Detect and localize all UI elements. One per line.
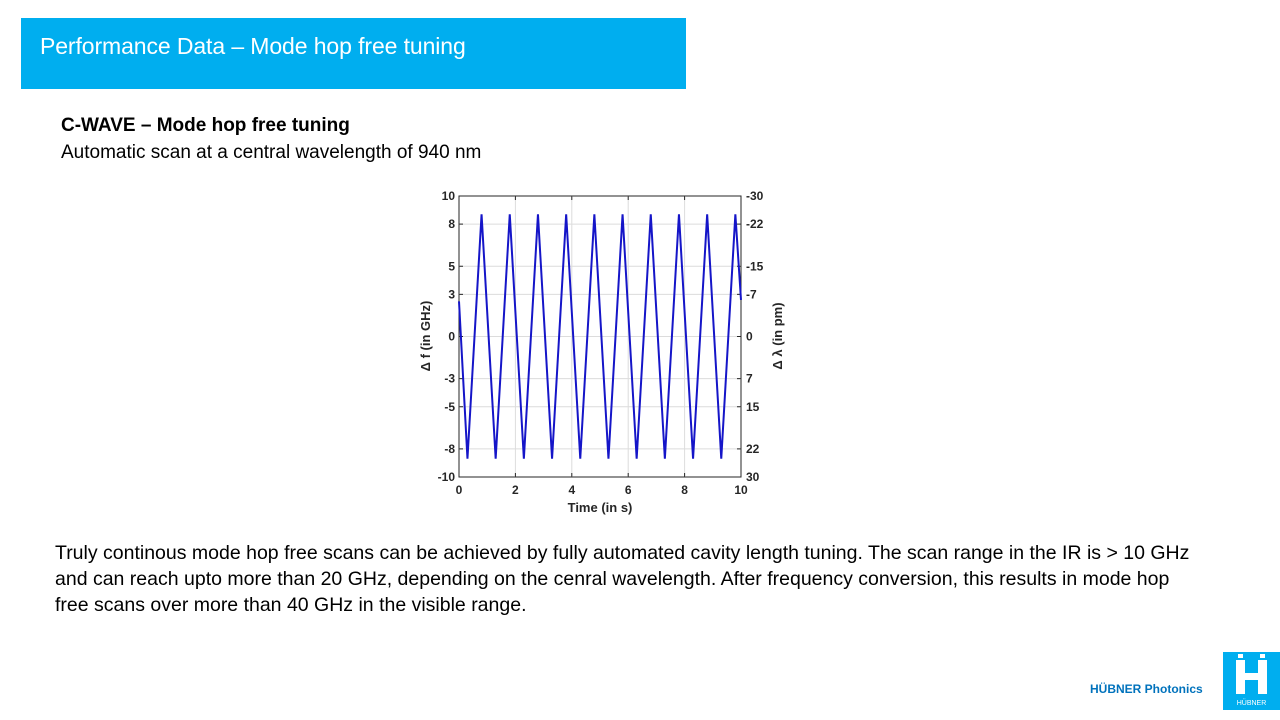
x-tick-label: 2 bbox=[512, 483, 519, 497]
y2-tick-label: -15 bbox=[746, 259, 764, 274]
x-axis-title: Time (in s) bbox=[567, 500, 633, 515]
body-paragraph: Truly continous mode hop free scans can be achieved by fully automated cavity length tuning. The scan range in the IR is > 10 GHz and can reach upto more than 20 GHz, depending on the cenral wavelength. After frequency conversion, this results in mode hop free scans over more than 40 GHz in the visible range. bbox=[55, 542, 1190, 616]
y2-tick-label: 22 bbox=[746, 441, 760, 456]
y-tick-label: -8 bbox=[444, 441, 455, 456]
y2-tick-label: 0 bbox=[746, 329, 753, 344]
tuning-chart bbox=[410, 180, 790, 520]
y-tick-label: 0 bbox=[448, 329, 455, 344]
y2-tick-label: -7 bbox=[746, 287, 757, 302]
x-tick-label: 8 bbox=[681, 483, 688, 497]
y2-axis-title: Δ λ (in pm) bbox=[770, 302, 785, 370]
y2-tick-label: -22 bbox=[746, 217, 764, 232]
brand-logo bbox=[1223, 652, 1280, 710]
y-tick-label: 8 bbox=[448, 217, 455, 232]
x-tick-label: 10 bbox=[734, 483, 748, 497]
x-tick-label: 4 bbox=[568, 483, 576, 497]
brand-name: HÜBNER Photonics bbox=[1090, 682, 1203, 696]
y2-tick-label: 15 bbox=[746, 399, 760, 414]
y-tick-label: -3 bbox=[444, 371, 455, 386]
slide-title: Performance Data – Mode hop free tuning bbox=[40, 33, 466, 59]
y2-tick-label: -30 bbox=[746, 189, 764, 203]
y2-tick-label: 30 bbox=[746, 470, 760, 484]
logo-text: HÜBNER bbox=[1236, 700, 1267, 707]
tuning-chart-svg bbox=[410, 180, 790, 520]
y-tick-label: 5 bbox=[448, 259, 455, 274]
slide-subtitle: C-WAVE – Mode hop free tuning bbox=[61, 115, 350, 136]
title-bar bbox=[21, 18, 686, 89]
x-tick-label: 0 bbox=[455, 483, 463, 497]
x-tick-label: 6 bbox=[624, 483, 632, 497]
y-tick-label: 3 bbox=[448, 287, 455, 302]
slide-subtext: Automatic scan at a central wavelength of 940 nm bbox=[61, 142, 482, 163]
y-tick-label: -5 bbox=[444, 399, 455, 414]
y-tick-label: -10 bbox=[437, 470, 455, 484]
y-axis-title: Δ f (in GHz) bbox=[418, 300, 433, 372]
y-tick-label: 10 bbox=[441, 189, 455, 203]
y2-tick-label: 7 bbox=[746, 371, 753, 386]
